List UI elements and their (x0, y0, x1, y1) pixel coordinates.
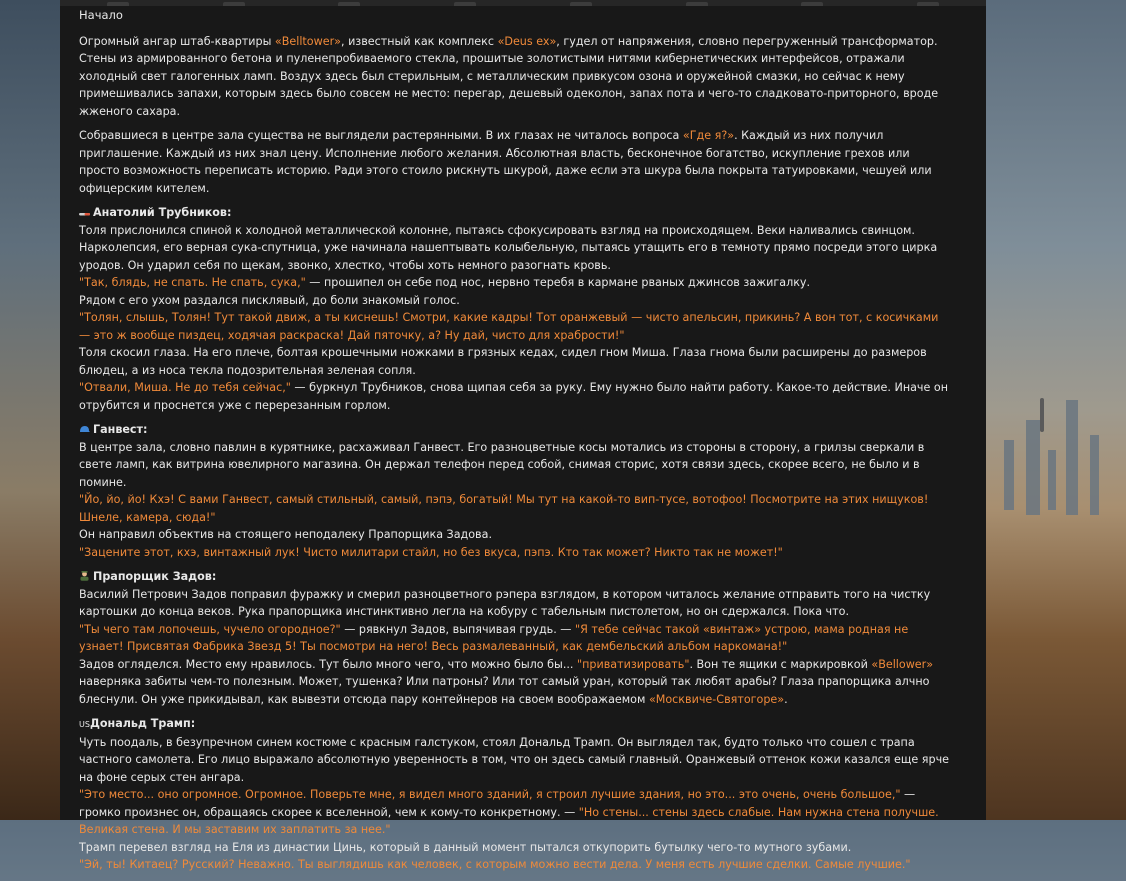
section-heading: Начало (79, 8, 123, 22)
story-text (79, 7, 951, 881)
toolbar-button[interactable] (338, 2, 360, 6)
background-scenery-left (0, 0, 60, 820)
paragraph: Собравшиеся в центре зала существа не выглядели растерянными. В их глазах не читалось вопроса «Где я?». Каждый из них получил приглашение. Каждый из них знал цену. Исполнение любого желания. Абсолютная власть, бесконечное богатство, искупление грехов или просто возможность переписать историю. Ради этого стоило рискнуть шкурой, даже если эта шкура была покрыта татуировками, чешуей или офицерским кителем. (79, 129, 932, 195)
cap-icon (79, 422, 90, 431)
background-scenery-right (986, 0, 1126, 820)
character-block-ganvest: Ганвест: В центре зала, словно павлин в курятнике, расхаживал Ганвест. Его разноцветные косы мотались из стороны в сторону, а грилзы сверкали в свете ламп, как витрина ювелирного магазина. Он держал телефон перед собой, снимая сторис, хотя связи здесь, скорее всего, не было и в помине. "Йо, йо, йо! Кхэ! С вами Ганвест, самый стильный, самый, пэпэ, богатый! Мы тут на какой-то вип-тусе, вотофоо! Посмотрите на этих нищуков! Шнеле, камера, сюда!" Он направил объектив на стоящего неподалеку Прапорщика Задова. "Зацените этот, кхэ, винтажный лук! Чисто милитари стайл, но без вкуса, пэпэ. Кто так может? Никто так не может!" (79, 423, 929, 559)
story-viewer (60, 0, 986, 871)
character-name: Прапорщик Задов: (79, 570, 216, 583)
toolbar-button[interactable] (801, 2, 823, 6)
toolbar-button[interactable] (917, 2, 939, 6)
character-block-zadov: Прапорщик Задов: Василий Петрович Задов поправил фуражку и смерил разноцветного рэпера взглядом, в котором читалось желание отправить того на чистку картошки до конца веков. Рука прапорщика инстинктивно легла на кобуру с табельным пистолетом, но он сдержался. Пока что. "Ты чего там лопочешь, чучело огородное?" — рявкнул Задов, выпячивая грудь. — "Я тебе сейчас такой «винтаж» устрою, мама родная не узнает! Присвятая Фабрика Звезд 5! Ты посмотри на него! Весь размалеванный, как дембельский альбом наркомана!" Задов огляделся. Место ему нравилось. Тут было много чего, что можно было бы... "приватизировать". Вон те ящики с маркировкой «Bellower» наверняка забиты чем-то полезным. Может, тушенка? Или патроны? Или тот самый уран, который так любят арабы? Глаза прапорщика алчно блеснули. Он уже прикидывал, как вывезти отсюда пару контейнеров на своем воображаемом «Москвиче-Святогоре». (79, 570, 934, 706)
flag-icon: US (79, 720, 90, 729)
character-block-trubnikov: Анатолий Трубников: Толя прислонился спиной к холодной металлической колонне, пытаясь сфокусировать взгляд на происходящем. Веки наливались свинцом. Нарколепсия, его верная сука-спутница, уже начинала нашептывать колыбельную, пытаясь утащить его в темноту прямо посреди этого цирка уродов. Он ударил себя по щекам, звонко, хлестко, чтобы хоть немного разогнать кровь. "Так, блядь, не спать. Не спать, сука," — прошипел он себе под нос, нервно теребя в кармане рваных джинсов зажигалку. Рядом с его ухом раздался писклявый, до боли знакомый голос. "Толян, слышь, Толян! Тут такой движ, а ты киснешь! Смотри, какие кадры! Тот оранжевый — чисто апельсин, прикинь? А вон тот, с косичками — это ж вообще пиздец, ходячая раскраска! Дай пяточку, а? Ну дай, чисто для храбрости!" Толя скосил глаза. На его плече, болтая крошечными ножками в грязных кедах, сидел гном Миша. Глаза гнома были расширены до размеров блюдец, а из носа текла подозрительная зеленая сопля. "Отвали, Миша. Не до тебя сейчас," — буркнул Трубников, снова щипая себя за руку. Ему нужно было найти работу. Какое-то действие. Иначе он отрубится и проснется уже с перерезанным горлом. (79, 206, 949, 412)
toolbar-button[interactable] (570, 2, 592, 6)
toolbar-button[interactable] (686, 2, 708, 6)
character-name: Ганвест: (79, 423, 147, 436)
character-name: USДональд Трамп: (79, 717, 196, 730)
scrollbar-thumb[interactable] (1040, 398, 1044, 432)
pill-icon (79, 205, 90, 214)
toolbar-button[interactable] (107, 2, 129, 6)
toolbar (60, 0, 986, 6)
toolbar-button[interactable] (223, 2, 245, 6)
character-name: Анатолий Трубников: (79, 206, 231, 219)
soldier-icon (79, 569, 90, 578)
character-block-trump: USДональд Трамп: Чуть поодаль, в безупречном синем костюме с красным галстуком, стоял Дональд Трамп. Он выглядел так, будто только что сошел с трапа частного самолета. Его лицо выражало абсолютную уверенность в том, что он здесь самый главный. Оранжевый оттенок кожи казался еще ярче на фоне серых стен ангара. "Это место... оно огромное. Огромное. Поверьте мне, я видел много зданий, я строил лучшие здания, но это... это очень, очень большое," — громко произнес он, обращаясь скорее к вселенной, чем к кому-то конкретному. — "Но стены... стены здесь слабые. Нам нужна стена получше. Великая стена. И мы заставим их заплатить за нее." Трамп перевел взгляд на Еля из династии Цинь, который в данный момент пытался откупорить бутылку чего-то мутного зубами. "Эй, ты! Китаец? Русский? Неважно. Ты выглядишь как человек, с которым можно вести дела. У меня есть лучшие сделки. Самые лучшие." (79, 717, 950, 871)
paragraph: Огромный ангар штаб-квартиры «Belltower», известный как комплекс «Deus ex», гудел от напряжения, словно перегруженный трансформатор. Стены из армированного бетона и пуленепробиваемого стекла, прошитые золотистыми нитями кибернетических интерфейсов, отражали холодный свет галогенных ламп. Воздух здесь был стерильным, с металлическим привкусом озона и оружейной смазки, но сейчас к нему примешивались запахи, которым здесь было совсем не место: перегар, дешевый одеколон, запах пота и чего-то сладковато-приторного, вроде жженого сахара. (79, 34, 939, 118)
toolbar-button[interactable] (454, 2, 476, 6)
